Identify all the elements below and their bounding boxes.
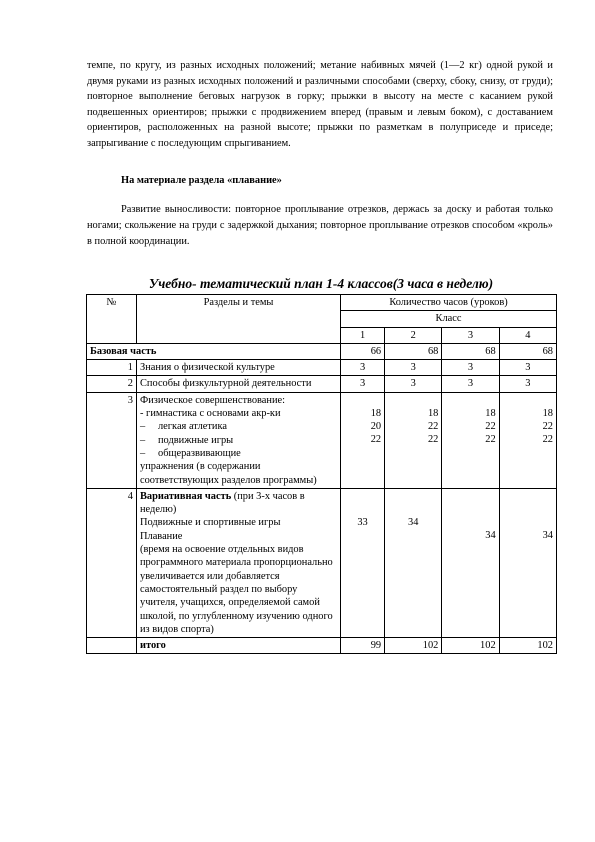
grade-2: 2 [385,327,442,343]
table-row-4 [87,488,557,637]
row3-values-grade-4 [499,392,556,488]
base-label: Базовая часть [87,343,341,359]
row3-values-grade-2 [385,392,442,488]
row1-title: Знания о физической культуре [137,360,341,376]
base-value-4: 68 [499,343,556,359]
section-heading: На материале раздела «плавание» [121,175,282,186]
row1-value-4: 3 [499,360,556,376]
table-title: Учебно- тематический план 1-4 классов(3 часа в неделю) [148,276,494,291]
base-row [87,343,557,359]
row2-value-2: 3 [385,376,442,392]
row4-values-grade-4 [499,488,556,637]
row2-title: Способы физкультурной деятельности [137,376,341,392]
row3-item-games: – подвижные игры [140,434,234,446]
sports-value [503,516,553,529]
row1-value-2: 3 [385,360,442,376]
row1-value-1: 3 [341,360,385,376]
games-value: 22 [485,434,496,446]
paragraph-1: темпе, по кругу, из разных исходных положений; метание набивных мячей (1—2 кг) одной рукой и двумя руками из разных исходных положений и различными способами (сверху, сбоку, снизу, от груди); повторное выполнение беговых нагрузок в горку; прыжки в высоту на месте с касанием рукой подвешенных ориентиров; прыжки с продвижением вперед (правым и левым боком), с доставанием ориентиров, расположенных на разной высоте; прыжки по разметкам в полуприседе и приседе; запрыгивание с последующим спрыгиванием. [87,60,553,149]
header-num: № [87,295,137,344]
swim-value [388,529,438,542]
header-class: Класс [341,311,557,327]
row3-item-general: – общеразвивающие [140,447,241,459]
row3-values-grade-3 [442,392,499,488]
row3-values-grade-1 [341,392,385,488]
row2-value-3: 3 [442,376,499,392]
gym-value: 18 [427,407,439,419]
bullet-dash: – [140,447,146,459]
total-value-3: 102 [442,638,499,654]
row4-note: (время на освоение отдельных видов программного материала пропорционально увеличивается или добавляется самостоятельный раздел по выбору учителя, учащихся, определяемой самой школой, по углубленному изучению одного из видов спорта) [140,544,333,635]
sports-value: 34 [408,516,419,528]
row1-num: 1 [87,360,137,376]
row3-num: 3 [87,392,137,488]
base-value-2: 68 [385,343,442,359]
row4-num: 4 [87,488,137,637]
swim-value: 34 [485,530,496,542]
bullet-dash: – [140,421,146,433]
paragraph-2: Развитие выносливости: повторное проплывание отрезков, держась за доску и работая только ногами; скольжение на груди с задержкой дыхания; повторное проплывание отрезков способом «кроль» в полной координации. [87,204,553,247]
row4-topics [137,488,341,637]
total-value-2: 102 [385,638,442,654]
row2-value-4: 3 [499,376,556,392]
total-value-1: 99 [341,638,385,654]
row3-item-athletics: – легкая атлетика [140,421,227,433]
row1-value-3: 3 [442,360,499,376]
bullet-dash: – [140,434,146,446]
row4-values-grade-3 [442,488,499,637]
gym-value: 18 [370,407,382,419]
base-value-1: 66 [341,343,385,359]
header-hours: Количество часов (уроков) [341,295,557,311]
row2-num: 2 [87,376,137,392]
row4-values-grade-2 [385,488,442,637]
table-row-1 [87,360,557,376]
curriculum-table [86,294,557,654]
total-num-cell [87,638,137,654]
row4-variative: Вариативная часть (при 3-х часов в неделю) [140,490,305,516]
sports-value [445,516,495,529]
header-sections: Разделы и темы [137,295,341,344]
row4-swimming: Плавание [140,530,183,542]
athletics-value: 22 [542,421,553,433]
table-row-3 [87,392,557,488]
games-value: 22 [542,434,553,446]
row2-value-1: 3 [341,376,385,392]
sports-value: 33 [357,516,368,528]
row4-values-grade-1 [341,488,385,637]
games-value: 22 [427,434,439,446]
gym-value: 18 [485,407,496,419]
grade-3: 3 [442,327,499,343]
row3-item-general-cont: упражнения (в содержании соответствующих разделов программы) [140,461,317,486]
row3-topics [137,392,341,488]
row3-item-gymnastics: - гимнастика с основами акр-ки [140,408,281,420]
gym-value: 18 [542,407,553,419]
swim-value: 34 [542,530,553,542]
grade-1: 1 [341,327,385,343]
base-value-3: 68 [442,343,499,359]
swim-value [344,529,381,542]
row4-sports-games: Подвижные и спортивные игры [140,517,281,529]
athletics-value: 20 [370,421,382,433]
athletics-value: 22 [485,421,496,433]
row3-title: Физическое совершенствование: [140,394,286,406]
table-row-2 [87,376,557,392]
total-row [87,638,557,654]
header-row [87,295,557,311]
grade-4: 4 [499,327,556,343]
total-label: итого [137,638,341,654]
total-value-4: 102 [499,638,556,654]
games-value: 22 [370,434,382,446]
athletics-value: 22 [427,421,439,433]
